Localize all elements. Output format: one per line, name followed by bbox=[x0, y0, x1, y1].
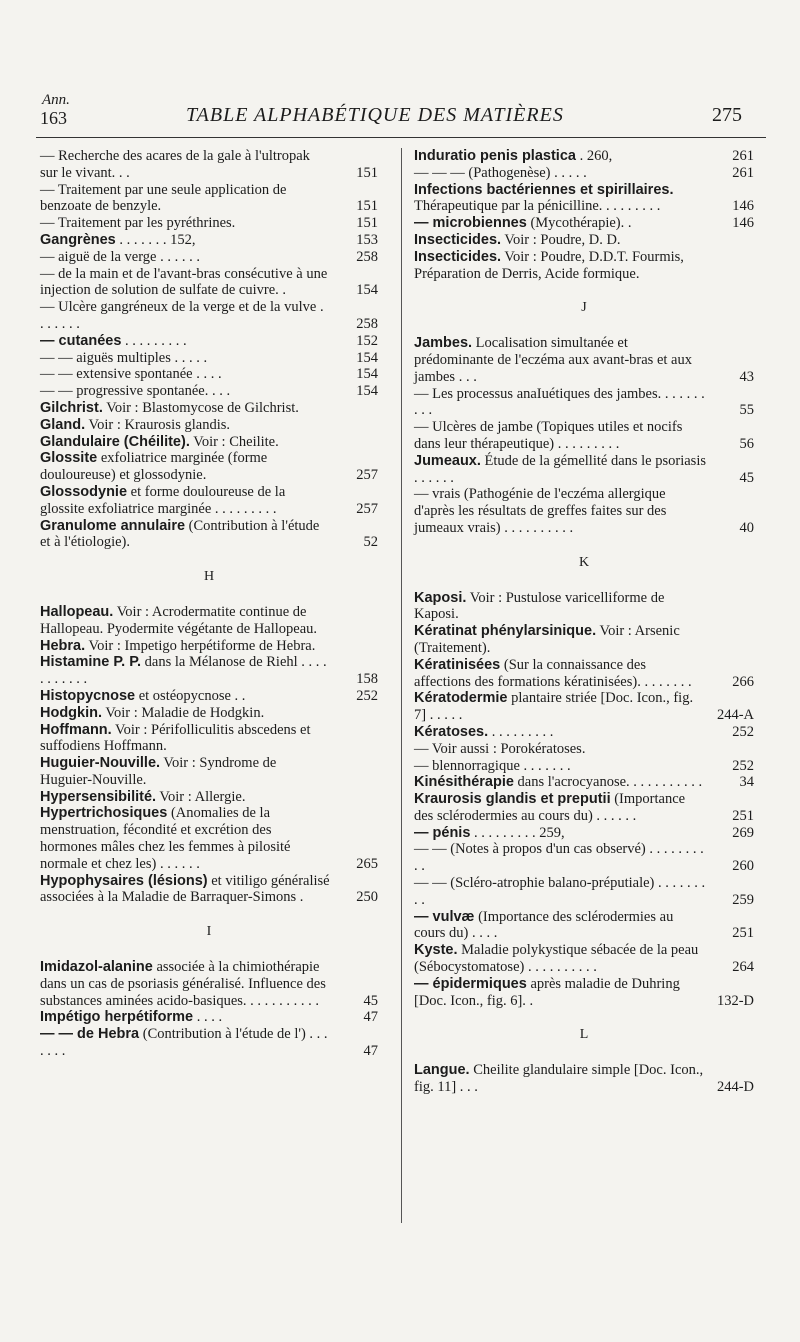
entry-body: Voir : Périfolliculitis abscedens et suffodiens Hoffmann. bbox=[40, 721, 311, 755]
entry-headword: Jumeaux. bbox=[414, 452, 481, 469]
entry-headword: Kératinat phénylarsinique. bbox=[414, 623, 597, 640]
entry-headword: Insecticides. bbox=[414, 231, 502, 248]
index-entry bbox=[40, 249, 378, 266]
entry-body: Voir : Kraurosis glandis. bbox=[85, 416, 230, 433]
entry-text bbox=[40, 805, 330, 872]
entry-text bbox=[414, 875, 706, 909]
index-entry bbox=[414, 657, 754, 691]
index-entry bbox=[40, 366, 378, 383]
entry-headword: Jambes. bbox=[414, 335, 473, 352]
entry-page-ref: 252 bbox=[732, 723, 754, 740]
entry-headword: Hypophysaires (lésions) bbox=[40, 872, 208, 889]
entry-text bbox=[40, 450, 330, 484]
index-entry bbox=[414, 1062, 754, 1096]
entry-page-ref: 257 bbox=[356, 467, 378, 484]
entry-headword: Infections bactériennes et spirillaires. bbox=[414, 181, 674, 198]
entry-text bbox=[40, 148, 330, 182]
entry-text bbox=[414, 623, 706, 657]
entry-text bbox=[414, 657, 706, 691]
entry-page-ref: 154 bbox=[356, 349, 378, 366]
entry-body: — — extensive spontanée . . . . bbox=[40, 366, 222, 383]
index-entry bbox=[414, 909, 754, 943]
index-entry bbox=[414, 774, 754, 791]
entry-body: plantaire striée [Doc. Icon., fig. 7] . . . . . bbox=[414, 690, 694, 724]
entry-text bbox=[40, 299, 330, 333]
index-entry bbox=[414, 758, 754, 775]
entry-body: — Traitement par les pyréthrines. bbox=[40, 215, 236, 232]
entry-text bbox=[40, 1009, 330, 1026]
index-entry bbox=[40, 215, 378, 232]
entry-headword: Induratio penis plastica bbox=[414, 148, 576, 164]
index-entry bbox=[414, 165, 754, 182]
entry-text bbox=[40, 654, 330, 688]
entry-body: . . . . . . . . . 259, bbox=[470, 824, 565, 841]
entry-headword: — épidermiques bbox=[414, 975, 527, 992]
index-entry bbox=[414, 724, 754, 741]
entry-headword: Kyste. bbox=[414, 942, 458, 959]
entry-body: Voir : Poudre, D. D. bbox=[501, 231, 621, 248]
entry-page-ref: 47 bbox=[363, 1009, 378, 1026]
index-entry bbox=[414, 419, 754, 453]
entry-page-ref: 258 bbox=[356, 315, 378, 332]
entry-body: Voir : Pustulose varicelliforme de Kaposi. bbox=[414, 589, 665, 623]
entry-text bbox=[414, 774, 706, 791]
entry-headword: Kératinisées bbox=[414, 656, 501, 673]
entry-text bbox=[40, 249, 330, 266]
entry-headword: Gangrènes bbox=[40, 231, 116, 248]
entry-page-ref: 43 bbox=[739, 368, 754, 385]
entry-page-ref: 244-D bbox=[716, 1079, 754, 1096]
entry-text bbox=[40, 383, 330, 400]
index-entry bbox=[40, 350, 378, 367]
entry-body: et vitiligo généralisé associées à la Maladie de Barraquer-Simons . bbox=[40, 872, 330, 906]
entry-page-ref: 52 bbox=[363, 534, 378, 551]
entry-text bbox=[414, 335, 706, 385]
entry-text bbox=[414, 590, 706, 624]
entry-text bbox=[40, 215, 330, 232]
entry-headword: — microbiennes bbox=[414, 215, 527, 232]
entry-body: (Importance des sclérodermies au cours du) . . . . . . bbox=[414, 791, 686, 824]
index-entry bbox=[414, 841, 754, 875]
index-entry bbox=[414, 335, 754, 385]
index-entry bbox=[40, 434, 378, 451]
column-divider bbox=[401, 148, 402, 1223]
entry-body: Localisation simultanée et prédominante de l'eczéma aux avant-bras et aux jambes . . . bbox=[414, 335, 692, 385]
entry-body: Maladie polykystique sébacée de la peau (Sébocystomatose) . . . . . . . . . . bbox=[414, 942, 699, 976]
index-entry bbox=[40, 705, 378, 722]
entry-text bbox=[414, 232, 706, 249]
entry-body: — — progressive spontanée. . . . bbox=[40, 383, 231, 400]
index-entry bbox=[414, 741, 754, 758]
entry-body: — Ulcère gangréneux de la verge et de la vulve . . . . . . . bbox=[40, 299, 324, 332]
index-entry bbox=[414, 590, 754, 624]
entry-text bbox=[40, 182, 330, 216]
index-entry bbox=[40, 333, 378, 350]
entry-text bbox=[40, 232, 330, 249]
entry-headword: Granulome annulaire bbox=[40, 517, 186, 534]
index-entry bbox=[40, 148, 378, 182]
index-entry bbox=[40, 182, 378, 216]
header-rule bbox=[36, 137, 766, 138]
entry-body: . . . . . . . . . bbox=[488, 723, 554, 740]
entry-text bbox=[414, 486, 706, 536]
entry-body: (Importance des sclérodermies au cours du) . . . . bbox=[414, 908, 674, 942]
entry-page-ref: 264 bbox=[732, 959, 754, 976]
index-entry bbox=[40, 654, 378, 688]
entry-text bbox=[40, 417, 330, 434]
entry-page-ref: 260 bbox=[732, 858, 754, 875]
index-entry bbox=[40, 1026, 378, 1060]
index-entry bbox=[40, 959, 378, 1009]
entry-headword: Kératoses. bbox=[414, 723, 489, 740]
entry-text bbox=[40, 400, 330, 417]
entry-text bbox=[40, 873, 330, 907]
index-entry bbox=[40, 604, 378, 638]
entry-body: Étude de la gémellité dans le psoriasis . . . . . . bbox=[414, 452, 706, 486]
entry-text bbox=[414, 825, 706, 842]
entry-text bbox=[414, 419, 706, 453]
entry-text bbox=[40, 484, 330, 518]
index-entry bbox=[414, 486, 754, 536]
entry-body: Voir : Poudre, D.D.T. Fourmis, Préparation de Derris, Acide formique. bbox=[414, 248, 684, 282]
entry-page-ref: 259 bbox=[732, 891, 754, 908]
entry-page-ref: 158 bbox=[356, 671, 378, 688]
entry-page-ref: 152 bbox=[356, 332, 378, 349]
entry-page-ref: 132-D bbox=[716, 992, 754, 1009]
entry-text bbox=[40, 789, 330, 806]
entry-page-ref: 252 bbox=[732, 757, 754, 774]
entry-headword: Langue. bbox=[414, 1062, 470, 1079]
entry-text bbox=[414, 942, 706, 976]
entry-headword: Hallopeau. bbox=[40, 603, 114, 620]
entry-text bbox=[414, 1062, 706, 1096]
index-entry bbox=[414, 215, 754, 232]
entry-page-ref: 34 bbox=[739, 774, 754, 791]
entry-body: Cheilite glandulaire simple [Doc. Icon., fig. 11] . . . bbox=[414, 1062, 704, 1096]
entry-body: dans l'acrocyanose. . . . . . . . . . . bbox=[513, 774, 703, 791]
page-number: 275 bbox=[712, 104, 742, 126]
entry-text bbox=[414, 215, 706, 232]
right-column bbox=[414, 148, 754, 1096]
entry-text bbox=[40, 434, 330, 451]
entry-text bbox=[414, 182, 706, 216]
section-letter: I bbox=[206, 924, 212, 940]
entry-page-ref: 56 bbox=[739, 435, 754, 452]
index-entry bbox=[414, 623, 754, 657]
entry-text bbox=[40, 366, 330, 383]
entry-body: . . . . . . . . . bbox=[121, 332, 187, 349]
entry-headword: Glossodynie bbox=[40, 483, 128, 500]
index-entry bbox=[40, 638, 378, 655]
page-title: TABLE ALPHABÉTIQUE DES MATIÈRES bbox=[186, 104, 564, 126]
entry-page-ref: 153 bbox=[356, 231, 378, 248]
index-entry bbox=[40, 232, 378, 249]
entry-body: et ostéopycnose . . bbox=[135, 687, 246, 704]
entry-page-ref: 250 bbox=[356, 889, 378, 906]
entry-text bbox=[414, 791, 706, 825]
entry-page-ref: 146 bbox=[732, 198, 754, 215]
index-entry bbox=[40, 299, 378, 333]
entry-body: Voir : Syndrome de Huguier-Nouville. bbox=[40, 755, 277, 788]
entry-page-ref: 244-A bbox=[716, 707, 754, 724]
entry-body: — blennorragique . . . . . . . bbox=[414, 757, 571, 774]
entry-text bbox=[40, 638, 330, 655]
entry-body: Thérapeutique par la pénicilline. . . . . . . . . bbox=[414, 198, 661, 215]
entry-headword: Glandulaire (Chéilite). bbox=[40, 433, 190, 450]
entry-text bbox=[414, 249, 706, 283]
entry-page-ref: 154 bbox=[356, 282, 378, 299]
entry-text bbox=[414, 841, 706, 875]
entry-body: Voir : Blastomycose de Gilchrist. bbox=[102, 399, 299, 416]
entry-headword: Hypertrichosiques bbox=[40, 805, 168, 822]
entry-headword: Insecticides. bbox=[414, 248, 502, 265]
index-entry bbox=[414, 249, 754, 283]
entry-headword: Histamine P. P. bbox=[40, 654, 142, 671]
entry-body: (Mycothérapie). . bbox=[526, 215, 632, 232]
entry-page-ref: 251 bbox=[732, 807, 754, 824]
index-entry bbox=[414, 386, 754, 420]
entry-body: Voir : Maladie de Hodgkin. bbox=[102, 704, 265, 721]
entry-text bbox=[40, 959, 330, 1009]
index-entry bbox=[40, 417, 378, 434]
entry-body: . . . . . . . 152, bbox=[115, 231, 196, 248]
entry-body: — — (Scléro-atrophie balano-préputiale) . . . . . . . . . bbox=[414, 875, 706, 908]
header-volume-number: 163 bbox=[40, 108, 67, 128]
entry-body: — Voir aussi : Porokératoses. bbox=[414, 740, 586, 757]
index-entry bbox=[414, 976, 754, 1010]
entry-page-ref: 151 bbox=[356, 215, 378, 232]
entry-text bbox=[414, 453, 706, 487]
entry-page-ref: 146 bbox=[732, 215, 754, 232]
index-entry bbox=[40, 722, 378, 756]
entry-body: . . . . bbox=[193, 1009, 223, 1026]
entry-text bbox=[414, 724, 706, 741]
entry-page-ref: 55 bbox=[739, 402, 754, 419]
entry-headword: Gland. bbox=[40, 416, 86, 433]
entry-body: — Recherche des acares de la gale à l'ultropak sur le vivant. . . bbox=[40, 148, 310, 181]
entry-page-ref: 45 bbox=[363, 992, 378, 1009]
index-entry bbox=[40, 873, 378, 907]
entry-headword: Kaposi. bbox=[414, 589, 467, 606]
index-entry bbox=[40, 1009, 378, 1026]
index-entry bbox=[414, 182, 754, 216]
entry-headword: Gilchrist. bbox=[40, 399, 103, 416]
index-entry bbox=[414, 875, 754, 909]
entry-headword: Glossite bbox=[40, 450, 98, 467]
entry-page-ref: 47 bbox=[363, 1043, 378, 1060]
index-entry bbox=[40, 789, 378, 806]
entry-text bbox=[40, 688, 330, 705]
entry-headword: Kinésithérapie bbox=[414, 774, 514, 791]
index-entry bbox=[414, 825, 754, 842]
entry-text bbox=[40, 350, 330, 367]
entry-headword: Hodgkin. bbox=[40, 704, 103, 721]
entry-body: Voir : Allergie. bbox=[156, 788, 246, 805]
entry-text bbox=[414, 690, 706, 724]
entry-page-ref: 265 bbox=[356, 855, 378, 872]
entry-body: associée à la chimiothérapie dans un cas de psoriasis généralisé. Influence des substances aminées acido-basiques. . . . . . . . . . . bbox=[40, 959, 326, 1009]
section-letter: K bbox=[578, 554, 590, 570]
entry-headword: — vulvæ bbox=[414, 908, 475, 925]
entry-body: (Contribution à l'étude et à l'étiologie). bbox=[40, 517, 320, 551]
entry-headword: Huguier-Nouville. bbox=[40, 755, 161, 772]
index-entry bbox=[414, 148, 754, 165]
index-entry bbox=[414, 690, 754, 724]
entry-body: — aiguë de la verge . . . . . . bbox=[40, 248, 200, 265]
entry-page-ref: 251 bbox=[732, 925, 754, 942]
entry-body: Voir : Impetigo herpétiforme de Hebra. bbox=[85, 637, 316, 654]
entry-body: Voir : Cheilite. bbox=[189, 433, 279, 450]
entry-body: Voir : Acrodermatite continue de Hallopeau. Pyodermite végétante de Hallopeau. bbox=[40, 603, 318, 637]
entry-body: — Ulcères de jambe (Topiques utiles et nocifs dans leur thérapeutique) . . . . . . . . . bbox=[414, 419, 683, 452]
entry-page-ref: 45 bbox=[739, 469, 754, 486]
entry-body: — — aiguës multiples . . . . . bbox=[40, 349, 208, 366]
entry-page-ref: 269 bbox=[732, 824, 754, 841]
entry-body: — Les processus anaIuétiques des jambes. . . . . . . . . . bbox=[414, 385, 705, 419]
entry-body: — Traitement par une seule application de benzoate de benzyle. bbox=[40, 181, 287, 215]
index-entry bbox=[414, 232, 754, 249]
entry-headword: Imidazol-alanine bbox=[40, 959, 153, 976]
entry-text bbox=[414, 741, 706, 758]
left-column bbox=[40, 148, 378, 1060]
entry-headword: Kératodermie bbox=[414, 690, 508, 707]
entry-text bbox=[40, 604, 330, 638]
entry-body: dans la Mélanose de Riehl . . . . . . . . . . . bbox=[40, 654, 327, 688]
entry-page-ref: 257 bbox=[356, 500, 378, 517]
entry-body: — — — (Pathogenèse) . . . . . bbox=[414, 164, 587, 181]
entry-text bbox=[40, 705, 330, 722]
entry-text bbox=[414, 165, 706, 182]
entry-headword: — pénis bbox=[414, 824, 471, 841]
entry-page-ref: 151 bbox=[356, 198, 378, 215]
entry-text bbox=[40, 518, 330, 552]
index-entry bbox=[40, 484, 378, 518]
entry-body: Voir : Arsenic (Traitement). bbox=[414, 623, 680, 656]
entry-text bbox=[40, 266, 330, 300]
entry-headword: — cutanées bbox=[40, 332, 122, 349]
index-entry bbox=[40, 383, 378, 400]
entry-page-ref: 261 bbox=[732, 148, 754, 164]
entry-text bbox=[414, 758, 706, 775]
entry-body: — — (Notes à propos d'un cas observé) . . . . . . . . . . bbox=[414, 841, 704, 875]
entry-page-ref: 154 bbox=[356, 366, 378, 383]
entry-page-ref: 266 bbox=[732, 673, 754, 690]
entry-page-ref: 258 bbox=[356, 248, 378, 265]
section-letter: H bbox=[203, 569, 215, 585]
entry-body: . 260, bbox=[575, 148, 613, 164]
entry-body: (Anomalies de la menstruation, fécondité et excrétion des hormones mâles chez les femmes à pilosité normale et chez les) . . . . . . bbox=[40, 805, 291, 872]
index-entry bbox=[40, 688, 378, 705]
entry-text bbox=[40, 755, 330, 789]
entry-page-ref: 252 bbox=[356, 687, 378, 704]
entry-headword: Hoffmann. bbox=[40, 721, 112, 738]
index-entry bbox=[40, 266, 378, 300]
index-entry bbox=[414, 453, 754, 487]
entry-body: — vrais (Pathogénie de l'eczéma allergique d'après les résultats de greffes faites sur des jumeaux vrais) . . . . . . . . . . bbox=[414, 486, 667, 536]
entry-headword: Impétigo herpétiforme bbox=[40, 1009, 194, 1026]
entry-text bbox=[414, 148, 706, 165]
index-entry bbox=[414, 942, 754, 976]
entry-headword: Hebra. bbox=[40, 637, 86, 654]
index-entry bbox=[40, 400, 378, 417]
entry-headword: — — de Hebra bbox=[40, 1026, 140, 1043]
index-entry bbox=[40, 755, 378, 789]
entry-headword: Kraurosis glandis et preputii bbox=[414, 791, 611, 808]
entry-text bbox=[414, 976, 706, 1010]
entry-body: et forme douloureuse de la glossite exfoliatrice marginée . . . . . . . . . bbox=[40, 483, 286, 517]
entry-body: (Sur la connaissance des affections des formations kératinisées). . . . . . . . bbox=[414, 656, 692, 690]
entry-page-ref: 151 bbox=[356, 164, 378, 181]
entry-body: (Contribution à l'étude de l') . . . . . . . bbox=[40, 1026, 328, 1060]
entry-page-ref: 40 bbox=[739, 519, 754, 536]
index-entry bbox=[40, 450, 378, 484]
entry-body: après maladie de Duhring [Doc. Icon., fig. 6]. . bbox=[414, 975, 680, 1009]
entry-text bbox=[40, 722, 330, 756]
header-abbreviation: Ann. bbox=[42, 92, 70, 108]
index-entry bbox=[414, 791, 754, 825]
index-entry bbox=[40, 805, 378, 872]
entry-body: exfoliatrice marginée (forme douloureuse) et glossodynie. bbox=[40, 450, 268, 484]
entry-page-ref: 154 bbox=[356, 383, 378, 400]
page-header bbox=[0, 0, 800, 140]
section-letter: L bbox=[579, 1027, 589, 1043]
index-entry bbox=[40, 518, 378, 552]
entry-headword: Histopycnose bbox=[40, 687, 136, 704]
entry-text bbox=[40, 333, 330, 350]
entry-page-ref: 261 bbox=[732, 164, 754, 181]
entry-text bbox=[414, 386, 706, 420]
entry-headword: Hypersensibilité. bbox=[40, 788, 157, 805]
entry-text bbox=[40, 1026, 330, 1060]
section-letter: J bbox=[581, 300, 587, 316]
entry-text bbox=[414, 909, 706, 943]
entry-body: — de la main et de l'avant-bras consécutive à une injection de solution de sulfate de cuivre. . bbox=[40, 265, 328, 299]
